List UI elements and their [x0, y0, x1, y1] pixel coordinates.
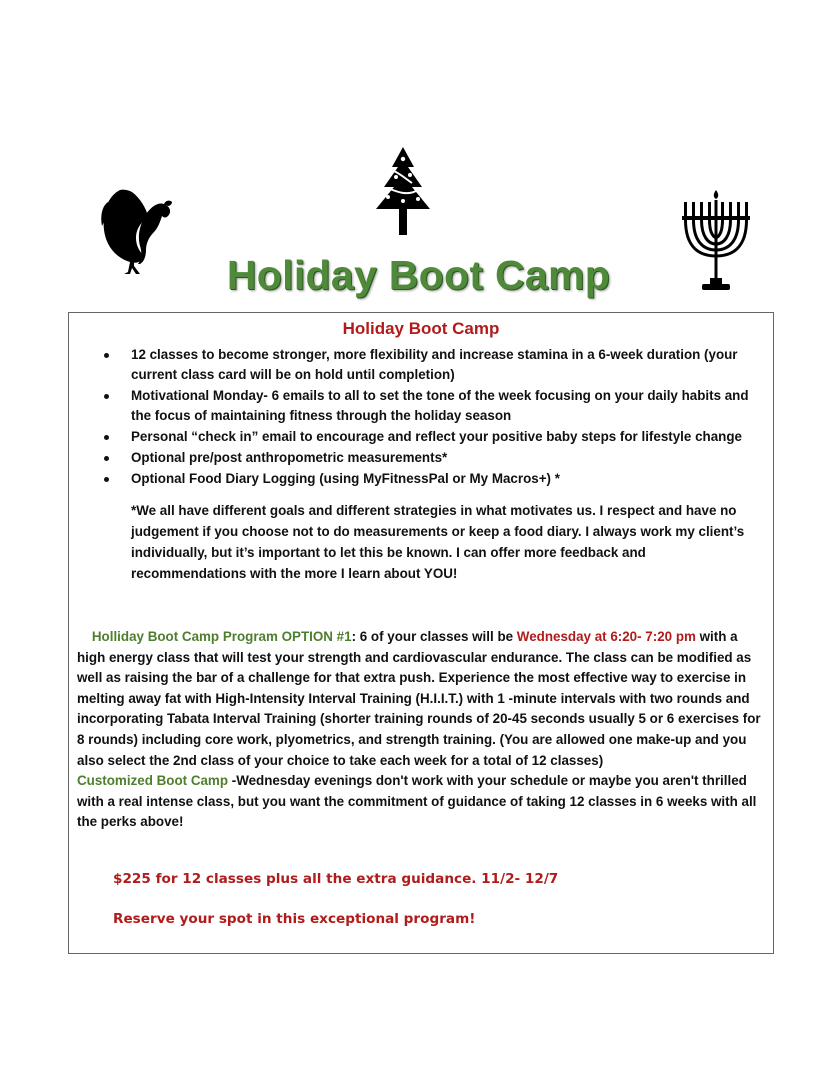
list-item: 12 classes to become stronger, more flexibility and increase stamina in a 6-week duration (your current class card will be on hold until completion): [99, 345, 769, 385]
program-box: [68, 312, 774, 954]
option-schedule: Wednesday at 6:20- 7:20 pm: [516, 629, 696, 644]
list-item: Motivational Monday- 6 emails to all to set the tone of the week focusing on your daily habits and the focus of maintaining fitness through the holiday season: [99, 386, 769, 426]
program-description: [77, 627, 767, 833]
list-item: Optional Food Diary Logging (using MyFitnessPal or My Macros+) *: [99, 469, 769, 489]
price-line: $225 for 12 classes plus all the extra guidance. 11/2- 12/7: [113, 871, 559, 887]
custom-label: Customized Boot Camp: [77, 773, 229, 789]
reserve-line: Reserve your spot in this exceptional program!: [113, 911, 476, 927]
page-title: Holiday Boot Camp: [226, 252, 611, 298]
custom-body: -Wednesday evenings don't work with your schedule or maybe you aren't thrilled with a real intense class, but you want the commitment of guidance of taking 12 classes in 6 weeks with all the perks above!: [77, 773, 757, 830]
option-body: with a high energy class that will test your strength and cardiovascular endurance. The class can be modified as well as raising the bar of a challenge for that extra push. Experience the most effective way to exercise in melting away fat with High-Intensity Interval Training (H.I.I.T.) with 1 -minute intervals with two rounds and incorporating Tabata Interval Training (shorter training rounds of 20-45 seconds usually 5 or 6 exercises for 8 rounds) including core work, plyometrics, and strength training. (You are allowed one make-up and you also select the 2nd class of your choice to take each week for a total of 12 classes): [77, 629, 761, 768]
bullet-icon: [104, 477, 109, 482]
bullet-icon: [104, 435, 109, 440]
bullet-icon: [104, 394, 109, 399]
option-label: Holliday Boot Camp Program OPTION #1: [91, 629, 352, 644]
list-item: Optional pre/post anthropometric measurements*: [99, 448, 769, 468]
list-item: Personal “check in” email to encourage and reflect your positive baby steps for lifestyle change: [99, 427, 769, 447]
christmas-tree-icon: [368, 145, 438, 237]
bullet-icon: [104, 456, 109, 461]
box-title: Holiday Boot Camp: [342, 319, 500, 338]
bullet-icon: [104, 353, 109, 358]
option-intro: : 6 of your classes will be: [351, 629, 517, 644]
disclaimer-note: *We all have different goals and different strategies in what motivates us. I respect and have no judgement if you choose not to do measurements or keep a food diary. I always work my client’s individually, but it’s important to let this be known. I can offer more feedback and recommendations with the more I learn about YOU!: [131, 503, 745, 581]
benefits-list: [99, 345, 769, 490]
